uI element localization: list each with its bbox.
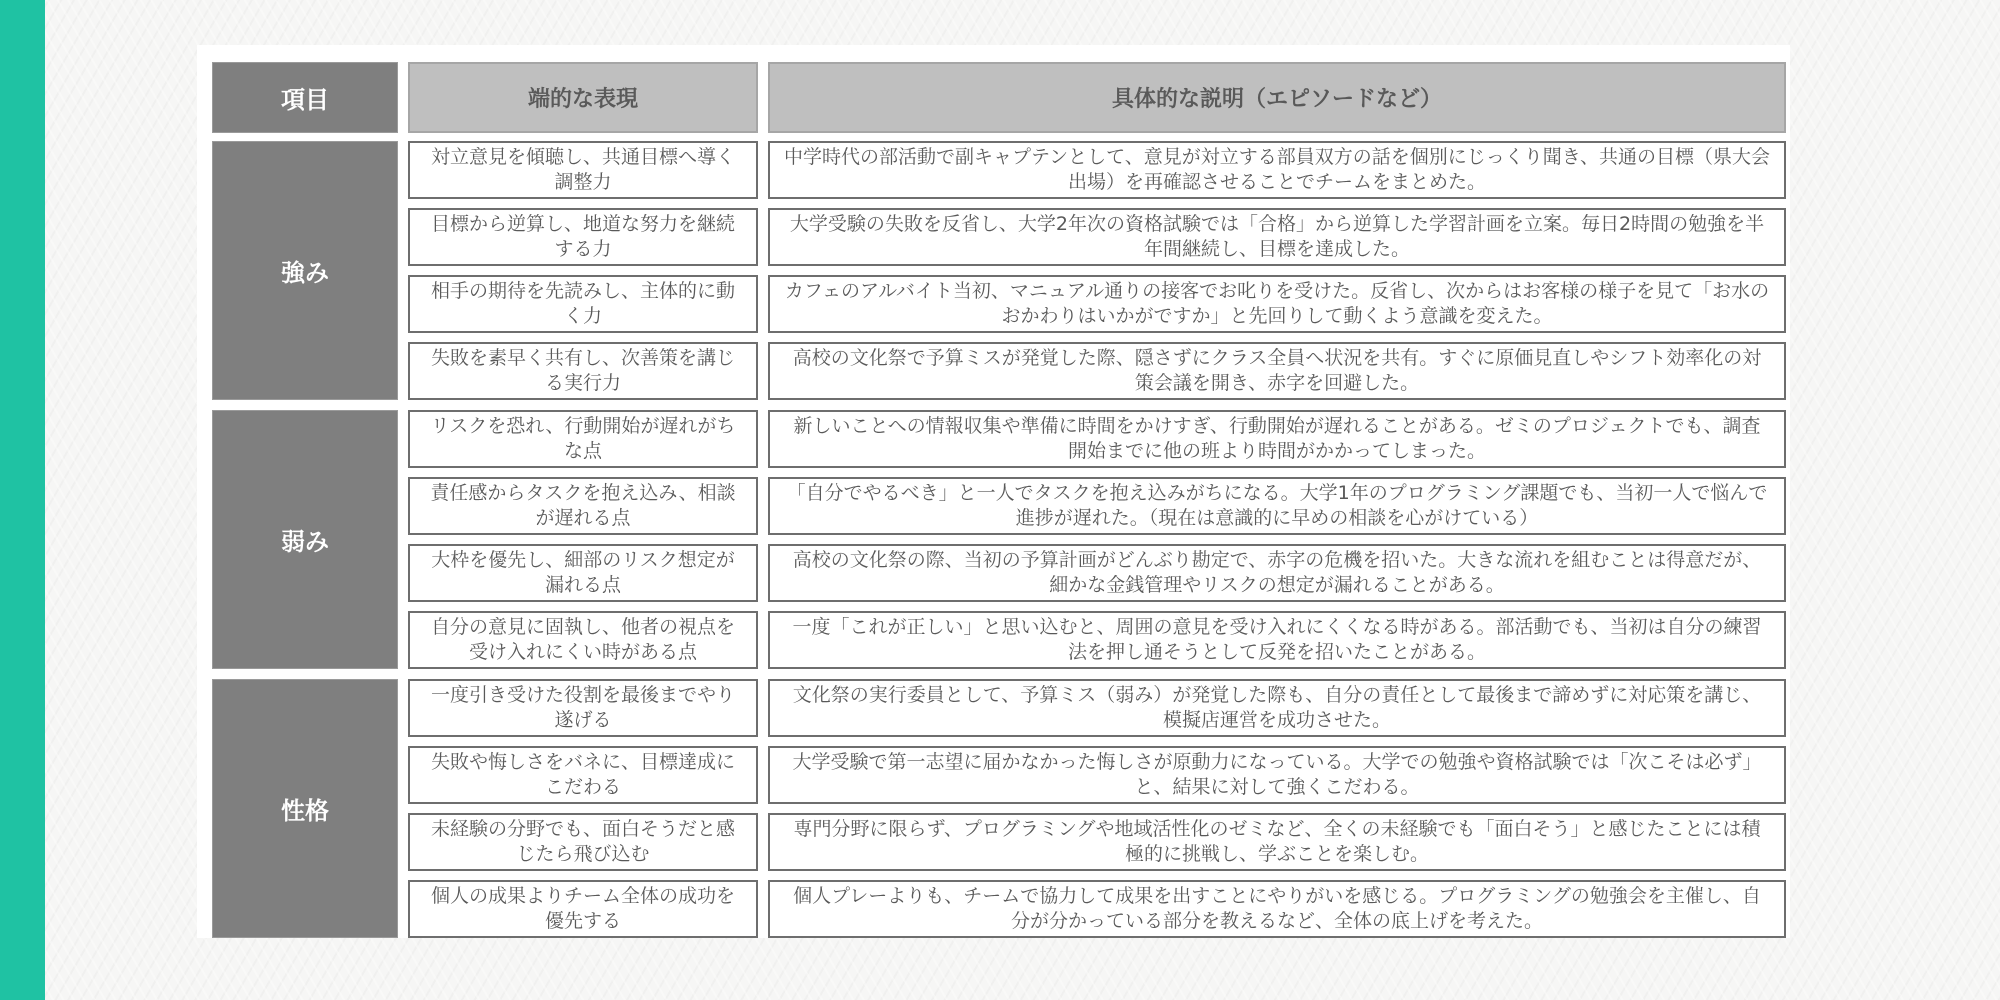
group-label-strengths: 強み [212,141,398,400]
desc-cell: 「自分でやるべき」と一人でタスクを抱え込みがちになる。大学1年のプログラミング課題でも、当初一人で悩んで進捗が遅れた。（現在は意識的に早めの相談を心がけている） [768,477,1786,535]
table-row [398,746,1786,804]
group-strengths [212,141,1786,400]
desc-cell: 大学受験の失敗を反省し、大学2年次の資格試験では「合格」から逆算した学習計画を立案。毎日2時間の勉強を半年間継続し、目標を達成した。 [768,208,1786,266]
short-cell: 目標から逆算し、地道な努力を継続する力 [408,208,758,266]
group-label-personality: 性格 [212,679,398,938]
short-cell: 自分の意見に固執し、他者の視点を受け入れにくい時がある点 [408,611,758,669]
accent-bar [0,0,45,1000]
group-rows [398,410,1786,669]
short-cell: リスクを恐れ、行動開始が遅れがちな点 [408,410,758,468]
header-short-expression: 端的な表現 [408,62,758,133]
short-cell: 対立意見を傾聴し、共通目標へ導く調整力 [408,141,758,199]
group-weaknesses [212,410,1786,669]
header-item: 項目 [212,62,398,133]
short-cell: 失敗や悔しさをバネに、目標達成にこだわる [408,746,758,804]
table-row [398,477,1786,535]
table-row [398,275,1786,333]
short-cell: 責任感からタスクを抱え込み、相談が遅れる点 [408,477,758,535]
group-personality [212,679,1786,938]
desc-cell: 高校の文化祭で予算ミスが発覚した際、隠さずにクラス全員へ状況を共有。すぐに原価見直しやシフト効率化の対策会議を開き、赤字を回避した。 [768,342,1786,400]
desc-cell: 中学時代の部活動で副キャプテンとして、意見が対立する部員双方の話を個別にじっくり聞き、共通の目標（県大会出場）を再確認させることでチームをまとめた。 [768,141,1786,199]
self-analysis-table [212,62,1786,948]
group-rows [398,141,1786,400]
desc-cell: 文化祭の実行委員として、予算ミス（弱み）が発覚した際も、自分の責任として最後まで諦めずに対応策を講じ、模擬店運営を成功させた。 [768,679,1786,737]
table-row [398,208,1786,266]
table-row [398,679,1786,737]
table-row [398,611,1786,669]
group-label-weaknesses: 弱み [212,410,398,669]
short-cell: 個人の成果よりチーム全体の成功を優先する [408,880,758,938]
desc-cell: 専門分野に限らず、プログラミングや地域活性化のゼミなど、全くの未経験でも「面白そう」と感じたことには積極的に挑戦し、学ぶことを楽しむ。 [768,813,1786,871]
table-row [398,544,1786,602]
table-row [398,141,1786,199]
short-cell: 一度引き受けた役割を最後までやり遂げる [408,679,758,737]
short-cell: 大枠を優先し、細部のリスク想定が漏れる点 [408,544,758,602]
desc-cell: 個人プレーよりも、チームで協力して成果を出すことにやりがいを感じる。プログラミングの勉強会を主催し、自分が分かっている部分を教えるなど、全体の底上げを考えた。 [768,880,1786,938]
desc-cell: 新しいことへの情報収集や準備に時間をかけすぎ、行動開始が遅れることがある。ゼミのプロジェクトでも、調査開始までに他の班より時間がかかってしまった。 [768,410,1786,468]
table-header-row [212,62,1786,133]
table-row [398,813,1786,871]
table-row [398,342,1786,400]
header-description: 具体的な説明（エピソードなど） [768,62,1786,133]
desc-cell: 一度「これが正しい」と思い込むと、周囲の意見を受け入れにくくなる時がある。部活動でも、当初は自分の練習法を押し通そうとして反発を招いたことがある。 [768,611,1786,669]
desc-cell: カフェのアルバイト当初、マニュアル通りの接客でお叱りを受けた。反省し、次からはお客様の様子を見て「お水のおかわりはいかがですか」と先回りして動くよう意識を変えた。 [768,275,1786,333]
short-cell: 相手の期待を先読みし、主体的に動く力 [408,275,758,333]
table-row [398,410,1786,468]
desc-cell: 高校の文化祭の際、当初の予算計画がどんぶり勘定で、赤字の危機を招いた。大きな流れを組むことは得意だが、細かな金銭管理やリスクの想定が漏れることがある。 [768,544,1786,602]
short-cell: 失敗を素早く共有し、次善策を講じる実行力 [408,342,758,400]
short-cell: 未経験の分野でも、面白そうだと感じたら飛び込む [408,813,758,871]
group-rows [398,679,1786,938]
desc-cell: 大学受験で第一志望に届かなかった悔しさが原動力になっている。大学での勉強や資格試験では「次こそは必ず」と、結果に対して強くこだわる。 [768,746,1786,804]
table-row [398,880,1786,938]
